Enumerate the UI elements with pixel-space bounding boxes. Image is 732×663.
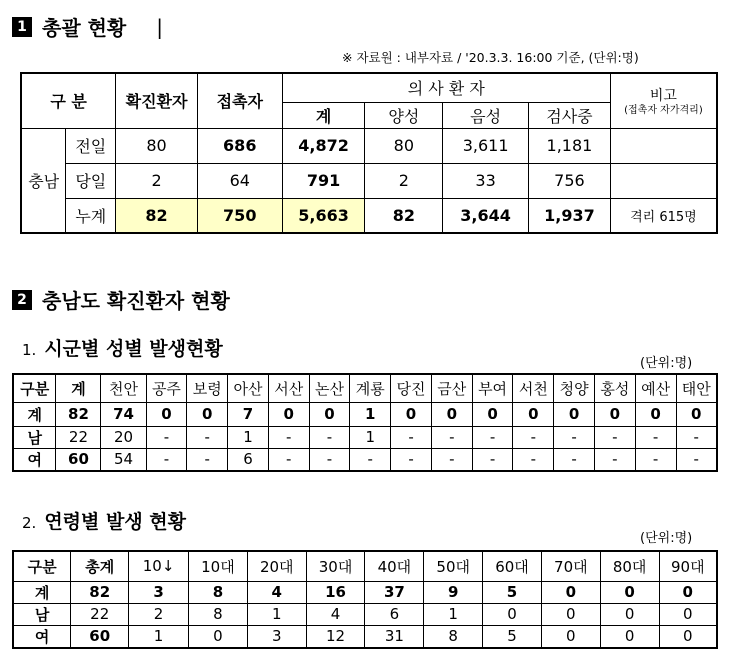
title-cursor-bar: | bbox=[156, 14, 163, 39]
column-header: 90대 bbox=[659, 551, 717, 581]
cell-total: 4,872 bbox=[282, 128, 365, 163]
cell-contacts: 750 bbox=[197, 198, 282, 233]
section1-title bbox=[12, 12, 163, 41]
table-cell: 31 bbox=[365, 625, 424, 648]
column-header: 30대 bbox=[306, 551, 365, 581]
cell-positive: 82 bbox=[365, 198, 443, 233]
age-table bbox=[12, 550, 718, 649]
header-testing: 검사중 bbox=[529, 102, 611, 128]
table-cell: 8 bbox=[189, 581, 248, 603]
table-cell: 0 bbox=[189, 625, 248, 648]
cell-total: 791 bbox=[282, 163, 365, 198]
table-cell: - bbox=[676, 426, 717, 448]
row-label: 당일 bbox=[66, 163, 116, 198]
table-cell: 8 bbox=[189, 603, 248, 625]
section2-title bbox=[12, 285, 230, 314]
region-cell: 충남 bbox=[21, 128, 66, 233]
cell-negative: 3,644 bbox=[443, 198, 529, 233]
table-cell: - bbox=[187, 448, 228, 471]
column-header: 50대 bbox=[424, 551, 483, 581]
cell-positive: 80 bbox=[365, 128, 443, 163]
table-cell: 0 bbox=[187, 402, 228, 426]
sub2-title bbox=[22, 507, 186, 534]
table-cell: 12 bbox=[306, 625, 365, 648]
table-cell: 16 bbox=[306, 581, 365, 603]
sub1-prefix: 1. bbox=[22, 341, 37, 359]
table-cell: - bbox=[676, 448, 717, 471]
table-cell: 0 bbox=[659, 581, 717, 603]
section1-title-text: 총괄 현황 bbox=[42, 16, 127, 40]
table-cell: 1 bbox=[129, 625, 189, 648]
section2-marker: 2 bbox=[12, 290, 32, 310]
table-cell: 0 bbox=[554, 402, 595, 426]
table-cell: 8 bbox=[424, 625, 483, 648]
column-header: 서천 bbox=[513, 374, 554, 402]
table-cell: 1 bbox=[424, 603, 483, 625]
table-cell: 0 bbox=[635, 402, 676, 426]
table-cell: 0 bbox=[600, 625, 659, 648]
header-total: 계 bbox=[282, 102, 365, 128]
cell-total: 5,663 bbox=[282, 198, 365, 233]
cell-remarks bbox=[610, 128, 717, 163]
sub2-header-row bbox=[13, 551, 717, 581]
column-header: 부여 bbox=[472, 374, 513, 402]
section1-marker: 1 bbox=[12, 17, 32, 37]
table-cell: 9 bbox=[424, 581, 483, 603]
header-confirmed: 확진환자 bbox=[116, 73, 198, 128]
table-cell: 0 bbox=[594, 402, 635, 426]
table-cell: 4 bbox=[247, 581, 306, 603]
sub1-title-text: 시군별 성별 발생현황 bbox=[44, 338, 223, 360]
table-cell: 1 bbox=[350, 426, 391, 448]
column-header: 구분 bbox=[13, 551, 71, 581]
header-positive: 양성 bbox=[365, 102, 443, 128]
header-suspect-group: 의 사 환 자 bbox=[282, 73, 610, 102]
cell-testing: 756 bbox=[529, 163, 611, 198]
table-cell: - bbox=[594, 448, 635, 471]
sub1-unit: (단위:명) bbox=[640, 356, 693, 371]
sub2-row-female bbox=[13, 625, 717, 648]
region-gender-table bbox=[12, 373, 718, 472]
column-header: 70대 bbox=[541, 551, 600, 581]
table-cell: - bbox=[635, 448, 676, 471]
table-cell: - bbox=[391, 426, 432, 448]
table-cell: - bbox=[513, 426, 554, 448]
column-header: 20대 bbox=[247, 551, 306, 581]
table-cell: - bbox=[635, 426, 676, 448]
table-cell: - bbox=[472, 448, 513, 471]
table-cell: - bbox=[594, 426, 635, 448]
table-cell: 0 bbox=[659, 625, 717, 648]
table-cell: 0 bbox=[309, 402, 350, 426]
table-cell: - bbox=[309, 426, 350, 448]
column-header: 10대 bbox=[189, 551, 248, 581]
table-cell: 3 bbox=[129, 581, 189, 603]
table-cell: - bbox=[431, 448, 472, 471]
table-cell: 0 bbox=[541, 625, 600, 648]
table-cell: 74 bbox=[101, 402, 146, 426]
table-cell: 6 bbox=[228, 448, 269, 471]
column-header: 예산 bbox=[635, 374, 676, 402]
table-cell: 0 bbox=[431, 402, 472, 426]
row-label: 남 bbox=[13, 426, 56, 448]
table-cell: 7 bbox=[228, 402, 269, 426]
sub2-prefix: 2. bbox=[22, 514, 37, 532]
sub1-row-female bbox=[13, 448, 717, 471]
column-header: 태안 bbox=[676, 374, 717, 402]
row-label: 남 bbox=[13, 603, 71, 625]
header-gubun: 구 분 bbox=[21, 73, 116, 128]
column-header: 계룡 bbox=[350, 374, 391, 402]
sub2-unit: (단위:명) bbox=[640, 531, 693, 546]
table-cell: 0 bbox=[541, 581, 600, 603]
table-cell: 0 bbox=[146, 402, 187, 426]
table-cell: 0 bbox=[483, 603, 542, 625]
row-label: 여 bbox=[13, 625, 71, 648]
cell-contacts: 64 bbox=[197, 163, 282, 198]
header-remarks bbox=[610, 73, 717, 128]
remarks-label: 비고 bbox=[649, 87, 677, 104]
table-cell: 1 bbox=[247, 603, 306, 625]
table-cell: 5 bbox=[483, 625, 542, 648]
column-header: 80대 bbox=[600, 551, 659, 581]
source-note: ※ 자료원 : 내부자료 / '20.3.3. 16:00 기준, (단위:명) bbox=[342, 50, 639, 65]
column-header: 보령 bbox=[187, 374, 228, 402]
table-cell: 0 bbox=[513, 402, 554, 426]
cell-remarks bbox=[610, 163, 717, 198]
column-header: 40대 bbox=[365, 551, 424, 581]
column-header: 계 bbox=[56, 374, 101, 402]
table-cell: 4 bbox=[306, 603, 365, 625]
cell-confirmed: 82 bbox=[116, 198, 198, 233]
column-header: 총계 bbox=[71, 551, 129, 581]
sub2-row-total bbox=[13, 581, 717, 603]
table-cell: 0 bbox=[600, 603, 659, 625]
table-cell: - bbox=[513, 448, 554, 471]
table-cell: - bbox=[309, 448, 350, 471]
header-contacts: 접촉자 bbox=[197, 73, 282, 128]
cell-contacts: 686 bbox=[197, 128, 282, 163]
column-header: 홍성 bbox=[594, 374, 635, 402]
cell-testing: 1,181 bbox=[529, 128, 611, 163]
column-header: 금산 bbox=[431, 374, 472, 402]
column-header: 60대 bbox=[483, 551, 542, 581]
table-cell: 20 bbox=[101, 426, 146, 448]
table-cell: 0 bbox=[600, 581, 659, 603]
table-cell: 0 bbox=[268, 402, 309, 426]
table-cell: 60 bbox=[56, 448, 101, 471]
table-cell: 0 bbox=[676, 402, 717, 426]
cell-negative: 33 bbox=[443, 163, 529, 198]
table-cell: - bbox=[268, 448, 309, 471]
table-cell: 1 bbox=[228, 426, 269, 448]
cell-confirmed: 2 bbox=[116, 163, 198, 198]
table-cell: 1 bbox=[350, 402, 391, 426]
table-cell: - bbox=[146, 448, 187, 471]
column-header: 당진 bbox=[391, 374, 432, 402]
table-cell: 5 bbox=[483, 581, 542, 603]
row-label: 계 bbox=[13, 581, 71, 603]
table-cell: 2 bbox=[129, 603, 189, 625]
column-header: 청양 bbox=[554, 374, 595, 402]
sub1-header-row bbox=[13, 374, 717, 402]
table-cell: 0 bbox=[391, 402, 432, 426]
section2-title-text: 충남도 확진환자 현황 bbox=[42, 289, 230, 313]
table-cell: 82 bbox=[56, 402, 101, 426]
table-cell: - bbox=[431, 426, 472, 448]
row-label: 여 bbox=[13, 448, 56, 471]
table-cell: - bbox=[187, 426, 228, 448]
sub2-row-male bbox=[13, 603, 717, 625]
cell-testing: 1,937 bbox=[529, 198, 611, 233]
cell-remarks: 격리 615명 bbox=[610, 198, 717, 233]
table-cell: 22 bbox=[71, 603, 129, 625]
sub2-title-text: 연령별 발생 현황 bbox=[44, 511, 187, 533]
table-cell: - bbox=[391, 448, 432, 471]
table-cell: 0 bbox=[541, 603, 600, 625]
cell-negative: 3,611 bbox=[443, 128, 529, 163]
table-cell: 60 bbox=[71, 625, 129, 648]
table-cell: 54 bbox=[101, 448, 146, 471]
sub1-row-total bbox=[13, 402, 717, 426]
summary-table bbox=[20, 72, 718, 234]
table-cell: 6 bbox=[365, 603, 424, 625]
table-cell: - bbox=[554, 448, 595, 471]
column-header: 구분 bbox=[13, 374, 56, 402]
table-cell: - bbox=[472, 426, 513, 448]
column-header: 10↓ bbox=[129, 551, 189, 581]
table-cell: 37 bbox=[365, 581, 424, 603]
table-cell: - bbox=[146, 426, 187, 448]
sub1-title bbox=[22, 334, 223, 361]
cell-confirmed: 80 bbox=[116, 128, 198, 163]
table-cell: - bbox=[554, 426, 595, 448]
remarks-sub-label: (접촉자 자가격리) bbox=[624, 104, 703, 116]
table-cell: 82 bbox=[71, 581, 129, 603]
row-label: 계 bbox=[13, 402, 56, 426]
row-label: 전일 bbox=[66, 128, 116, 163]
table-cell: - bbox=[268, 426, 309, 448]
table-cell: 3 bbox=[247, 625, 306, 648]
table-cell: 0 bbox=[659, 603, 717, 625]
column-header: 서산 bbox=[268, 374, 309, 402]
table-cell: 0 bbox=[472, 402, 513, 426]
column-header: 논산 bbox=[309, 374, 350, 402]
table-cell: 22 bbox=[56, 426, 101, 448]
column-header: 공주 bbox=[146, 374, 187, 402]
table-cell: - bbox=[350, 448, 391, 471]
sub1-row-male bbox=[13, 426, 717, 448]
cell-positive: 2 bbox=[365, 163, 443, 198]
column-header: 아산 bbox=[228, 374, 269, 402]
row-label: 누계 bbox=[66, 198, 116, 233]
header-negative: 음성 bbox=[443, 102, 529, 128]
column-header: 천안 bbox=[101, 374, 146, 402]
